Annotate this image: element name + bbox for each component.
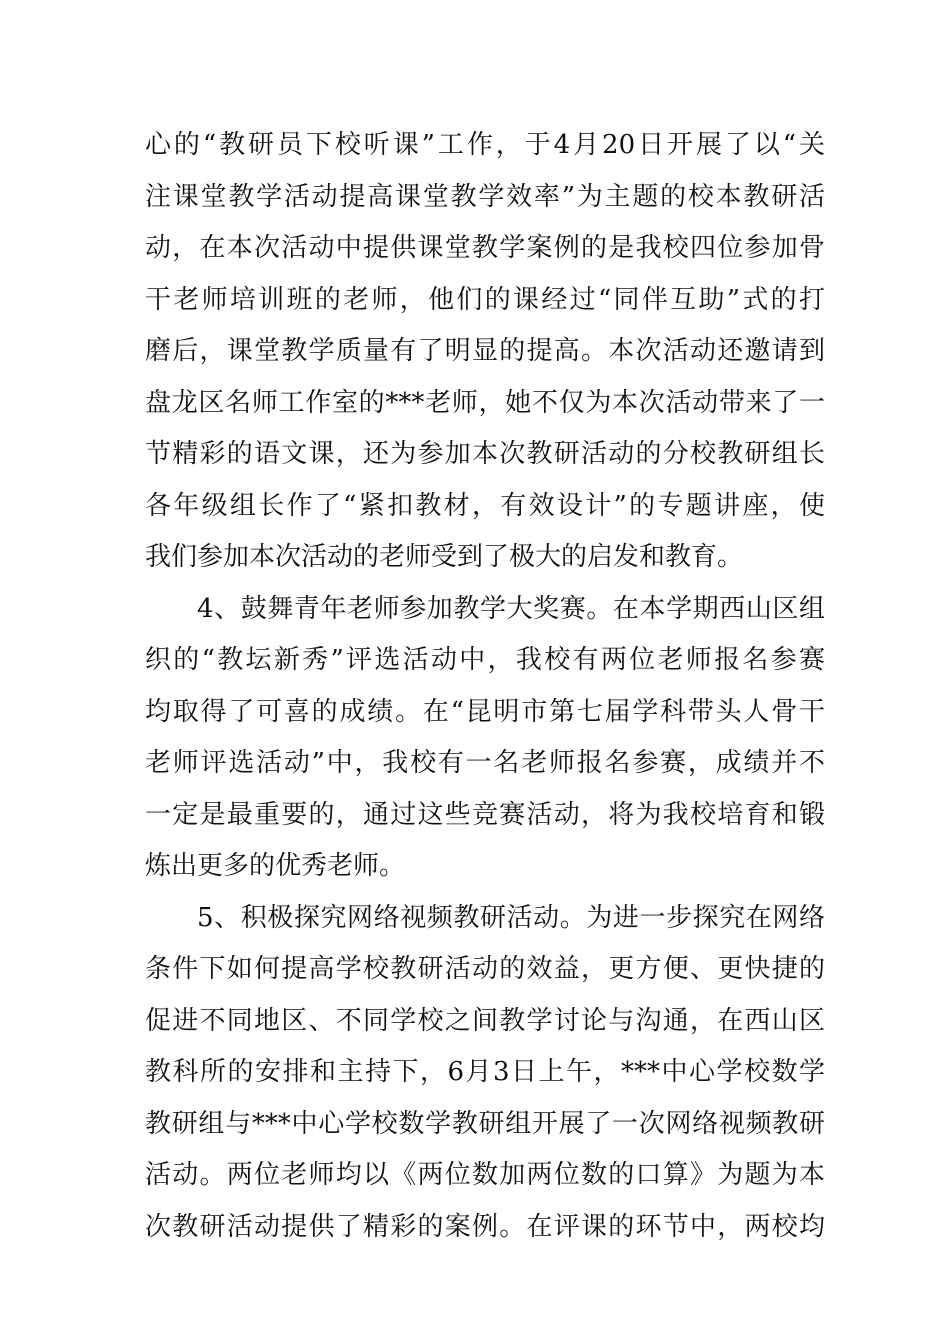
text-line: 炼出更多的优秀老师。 xyxy=(145,851,406,881)
text-line: 我们参加本次活动的老师受到了极大的启发和教育。 xyxy=(145,542,744,572)
text-line: 教研组与***中心学校数学教研组开展了一次网络视频教研 xyxy=(145,1108,825,1139)
text-line: 动，在本次活动中提供课堂教学案例的是我校四位参加骨 xyxy=(145,233,825,263)
text-line: 老师评选活动”中，我校有一名老师报名参赛，成绩并不 xyxy=(145,748,825,778)
paragraph-start-line: 4、鼓舞青年老师参加教学大奖赛。在本学期西山区组 xyxy=(197,593,825,624)
text-line: 次教研活动提供了精彩的案例。在评课的环节中，两校均 xyxy=(145,1211,825,1242)
text-line: 织的“教坛新秀”评选活动中，我校有两位老师报名参赛 xyxy=(145,645,825,675)
text-line: 磨后，课堂教学质量有了明显的提高。本次活动还邀请到 xyxy=(145,336,825,366)
text-line: 条件下如何提高学校教研活动的效益，更方便、更快捷的 xyxy=(145,954,825,984)
text-line: 均取得了可喜的成绩。在“昆明市第七届学科带头人骨干 xyxy=(145,696,825,727)
text-line: 一定是最重要的，通过这些竞赛活动，将为我校培育和锻 xyxy=(145,799,825,830)
text-line: 活动。两位老师均以《两位数加两位数的口算》为题为本 xyxy=(145,1160,825,1190)
paragraph-start-line: 5、积极探究网络视频教研活动。为进一步探究在网络 xyxy=(197,902,825,933)
body-text xyxy=(145,120,825,1253)
text-line: 节精彩的语文课，还为参加本次教研活动的分校教研组长 xyxy=(145,439,825,469)
text-line: 注课堂教学活动提高课堂教学效率”为主题的校本教研活 xyxy=(145,181,825,212)
text-line: 促进不同地区、不同学校之间教学讨论与沟通，在西山区 xyxy=(145,1005,825,1036)
text-line: 盘龙区名师工作室的***老师，她不仅为本次活动带来了一 xyxy=(145,387,825,418)
text-line: 各年级组长作了“紧扣教材，有效设计”的专题讲座，使 xyxy=(145,490,825,521)
text-line: 教科所的安排和主持下，6月3日上午，***中心学校数学 xyxy=(145,1057,825,1087)
text-line: 干老师培训班的老师，他们的课经过“同伴互助”式的打 xyxy=(145,284,825,315)
text-line: 心的“教研员下校听课”工作，于4月20日开展了以“关 xyxy=(145,130,825,160)
